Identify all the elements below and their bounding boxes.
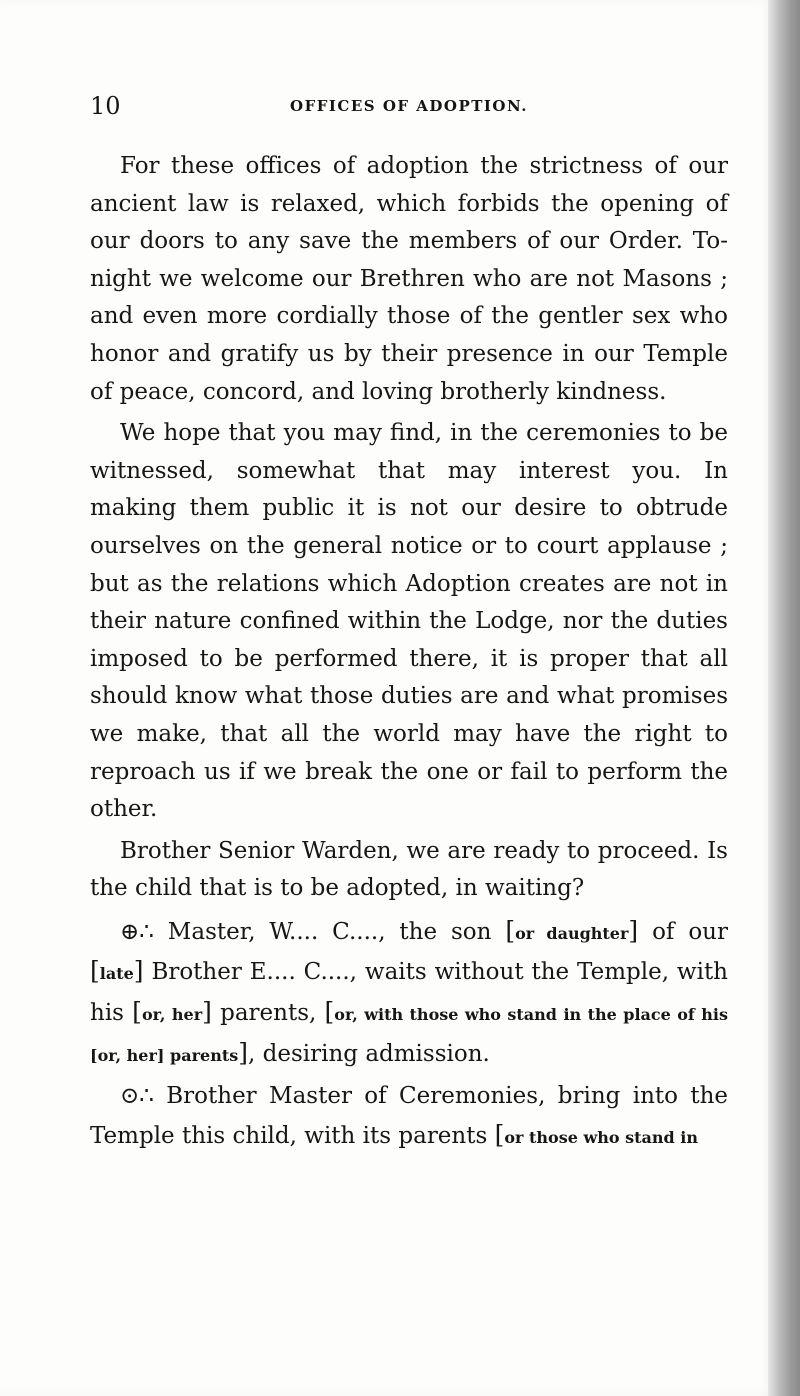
bracket-note-late: late (99, 964, 134, 984)
paragraph-1: For these offices of adoption the strictness of our ancient law is relaxed, which forbids the opening of our doors to any save the members of our Order. To-night we welcome our Brethren who are not Masons ; and even more cordially those of the gentler sex who honor and gratify us by their presence in our Temple of peace, concord, and loving brotherly kindness. (90, 153, 728, 405)
paragraph-3: Brother Senior Warden, we are ready to proceed. Is the child that is to be adopted, in waiting? (90, 837, 728, 902)
master-symbol: ⊙∴ (120, 1083, 154, 1110)
response-text-c: Brother E.... C...., waits without the Temple, with his (90, 959, 728, 1027)
response-text-d: parents, (211, 1000, 325, 1027)
bracket-note-her: or, her (141, 1005, 203, 1025)
bracket-note-daughter: or daughter (515, 923, 629, 943)
bracket-note-stand-in: or those who stand in (504, 1127, 698, 1147)
book-binding-shadow (768, 0, 800, 1396)
page-header (90, 92, 728, 126)
master-instruction: ⊙∴ Brother Master of Ceremonies, bring into the Temple this child, with its parents [or those who stand in (90, 1083, 728, 1149)
bracket-note-parents: or, with those who stand in the place of his [or, her] parents (90, 1005, 728, 1065)
response-text-b: of our (638, 918, 728, 945)
senior-warden-response: ⊕∴ Master, W.... C...., the son [or daughter] of our [late] Brother E.... C...., waits without the Temple, with his [or, her] parents, [or, with those who stand in the place of his [or, her] parents], desiring admission. (90, 915, 728, 1067)
running-title: OFFICES OF ADOPTION. (290, 97, 528, 115)
paragraph-2: We hope that you may find, in the ceremonies to be witnessed, somewhat that may interest you. In making them public it is not our desire to obtrude ourselves on the general notice or to court applause ; but as the relations which Adoption creates are not in their nature confined within the Lodge, nor the duties imposed to be performed there, it is proper that all should know what those duties are and what promises we make, that all the world may have the right to reproach us if we break the one or fail to perform the other. (90, 420, 728, 823)
instruction-text: Brother Master of Ceremonies, bring into the Temple this child, with its parents (90, 1083, 728, 1149)
body-text (90, 148, 728, 1160)
response-text-a: Master, W.... C...., the son (153, 918, 506, 945)
response-text-e: , desiring admission. (248, 1040, 490, 1067)
senior-warden-symbol: ⊕∴ (120, 918, 154, 945)
page-number: 10 (90, 92, 121, 120)
